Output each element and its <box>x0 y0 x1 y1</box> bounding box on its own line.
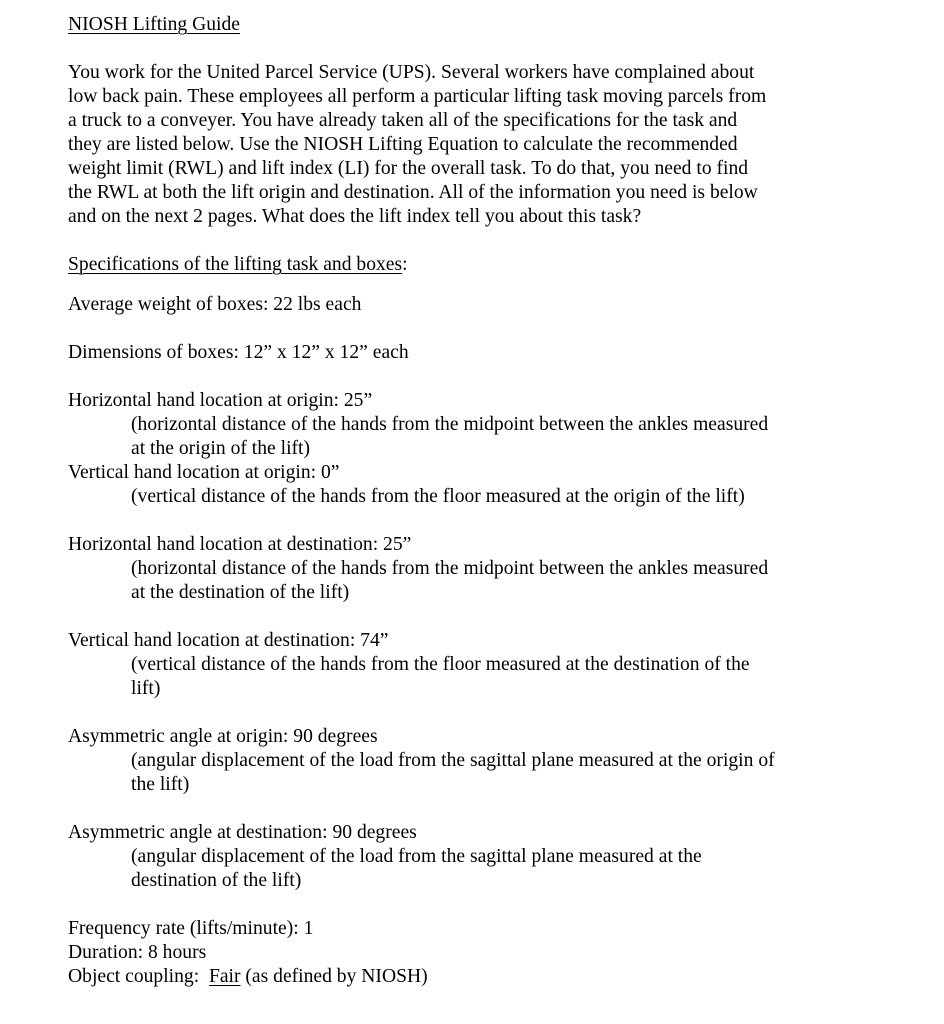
spec-dimensions: Dimensions of boxes: 12” x 12” x 12” each <box>68 342 409 363</box>
spec-vertical-origin: Vertical hand location at origin: 0” <box>68 462 340 483</box>
spec-horizontal-destination-desc-1: (horizontal distance of the hands from the midpoint between the ankles measured <box>131 558 769 579</box>
spec-asymmetric-destination-desc-2: destination of the lift) <box>131 870 302 891</box>
specs-heading <box>68 253 408 277</box>
spec-coupling-note: (as defined by NIOSH) <box>240 966 428 987</box>
spec-horizontal-destination: Horizontal hand location at destination: 25” <box>68 534 412 555</box>
intro-line-6: the RWL at both the lift origin and destination. All of the information you need is below <box>68 182 758 203</box>
spec-asymmetric-origin-desc-1: (angular displacement of the load from the sagittal plane measured at the origin of <box>131 750 775 771</box>
specs-heading-text: Specifications of the lifting task and boxes <box>68 254 403 275</box>
intro-line-2: low back pain. These employees all perform a particular lifting task moving parcels from <box>68 86 767 107</box>
spec-coupling-label: Object coupling: <box>68 966 209 987</box>
spec-coupling-value: Fair <box>208 966 241 987</box>
spec-vertical-destination-desc-1: (vertical distance of the hands from the floor measured at the destination of the <box>131 654 750 675</box>
spec-horizontal-origin: Horizontal hand location at origin: 25” <box>68 390 373 411</box>
spec-horizontal-destination-desc-2: at the destination of the lift) <box>131 582 350 603</box>
spec-duration: Duration: 8 hours <box>68 942 207 963</box>
spec-asymmetric-destination-desc-1: (angular displacement of the load from the sagittal plane measured at the <box>131 846 702 867</box>
spec-horizontal-origin-desc-1: (horizontal distance of the hands from the midpoint between the ankles measured <box>131 414 769 435</box>
spec-vertical-destination: Vertical hand location at destination: 74” <box>68 630 389 651</box>
intro-line-7: and on the next 2 pages. What does the lift index tell you about this task? <box>68 206 642 227</box>
spec-weight: Average weight of boxes: 22 lbs each <box>68 294 362 315</box>
specs-heading-colon: : <box>402 254 408 275</box>
intro-line-3: a truck to a conveyer. You have already taken all of the specifications for the task and <box>68 110 738 131</box>
intro-line-5: weight limit (RWL) and lift index (LI) for the overall task. To do that, you need to find <box>68 158 749 179</box>
spec-horizontal-origin-desc-2: at the origin of the lift) <box>131 438 311 459</box>
spec-coupling <box>68 965 428 989</box>
spec-asymmetric-origin: Asymmetric angle at origin: 90 degrees <box>68 726 378 747</box>
spec-vertical-origin-desc-1: (vertical distance of the hands from the floor measured at the origin of the lift) <box>131 486 745 507</box>
spec-asymmetric-destination: Asymmetric angle at destination: 90 degrees <box>68 822 417 843</box>
spec-asymmetric-origin-desc-2: the lift) <box>131 774 190 795</box>
spec-frequency: Frequency rate (lifts/minute): 1 <box>68 918 314 939</box>
spec-vertical-destination-desc-2: lift) <box>131 678 161 699</box>
intro-line-1: You work for the United Parcel Service (UPS). Several workers have complained about <box>68 62 755 83</box>
document-title: NIOSH Lifting Guide <box>68 14 240 35</box>
intro-line-4: they are listed below. Use the NIOSH Lifting Equation to calculate the recommended <box>68 134 738 155</box>
